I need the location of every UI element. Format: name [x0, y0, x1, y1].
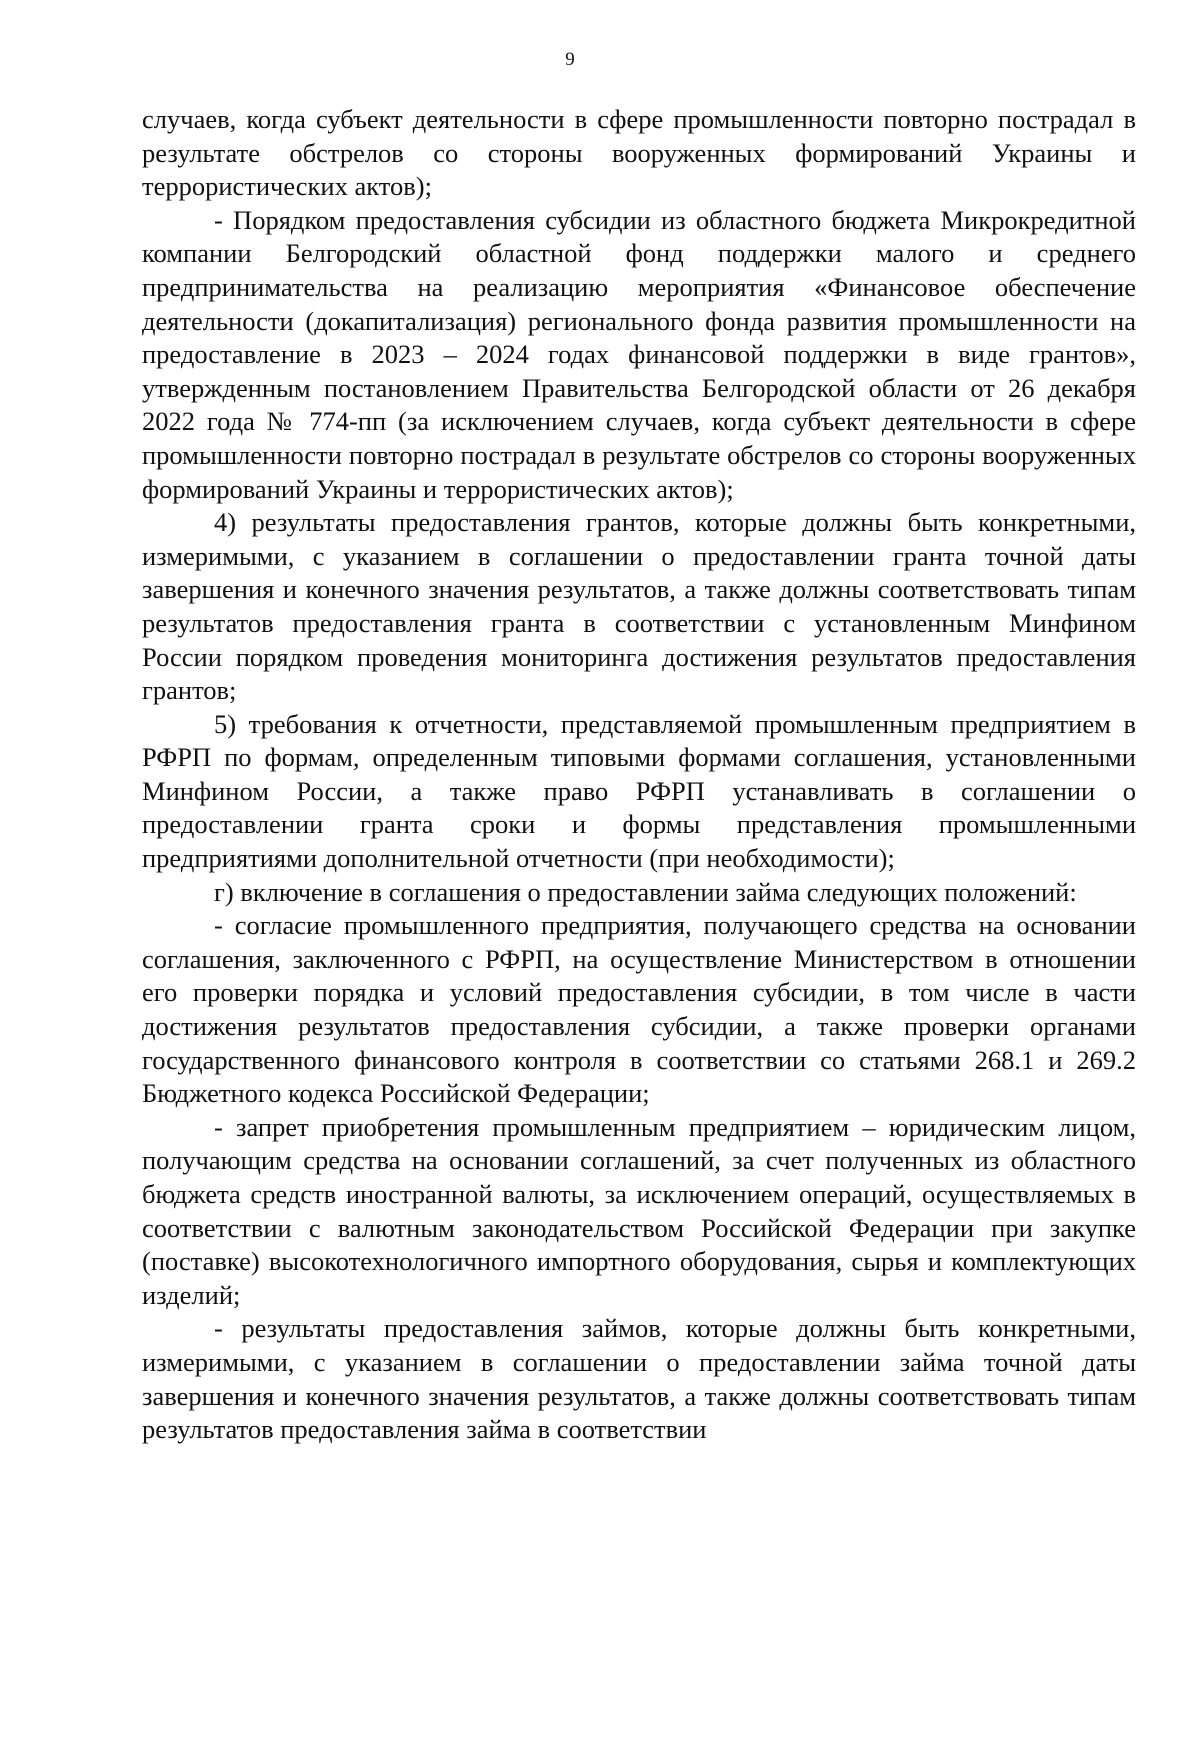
paragraph-item-5-reporting: 5) требования к отчетности, представляемой промышленным предприятием в РФРП по формам, определенным типовыми формами соглашения, установленными Минфином России, а также право РФРП устанавливать в соглашении о предоставлении гранта сроки и формы представления промышленными предприятиями дополнительной отчетности (при необходимости);: [142, 708, 1136, 874]
paragraph-consent: - согласие промышленного предприятия, получающего средства на основании соглашения, заключенного с РФРП, на осуществление Министерством в отношении его проверки порядка и условий предоставления субсидии, в том числе в части достижения результатов предоставления субсидии, а также проверки органами государственного финансового контроля в соответствии со статьями 268.1 и 269.2 Бюджетного кодекса Российской Федерации;: [142, 910, 1136, 1109]
page-number: 9: [565, 49, 575, 70]
paragraph-subsidy-procedure: - Порядком предоставления субсидии из областного бюджета Микрокредитной компании Белгородский областной фонд поддержки малого и среднего предпринимательства на реализацию мероприятия «Финансовое обеспечение деятельности (докапитализация) регионального фонда развития промышленности на предоставление в 2023 – 2024 годах финансовой поддержки в виде грантов», утвержденным постановлением Правительства Белгородской области от 26 декабря 2022 года № 774-пп (за исключением случаев, когда субъект деятельности в сфере промышленности повторно пострадал в результате обстрелов со стороны вооруженных формирований Украины и террористических актов);: [142, 204, 1136, 504]
paragraph-continuation: случаев, когда субъект деятельности в сфере промышленности повторно пострадал в результате обстрелов со стороны вооруженных формирований Украины и террористических актов);: [142, 104, 1136, 202]
paragraph-item-4-grant-results: 4) результаты предоставления грантов, которые должны быть конкретными, измеримыми, с указанием в соглашении о предоставлении гранта точной даты завершения и конечного значения результатов, а также должны соответствовать типам результатов предоставления гранта в соответствии с установленным Минфином России порядком проведения мониторинга достижения результатов предоставления грантов;: [142, 507, 1136, 706]
document-body: [142, 103, 1136, 1447]
paragraph-item-g-loan-provisions: г) включение в соглашения о предоставлении займа следующих положений:: [214, 876, 1077, 907]
paragraph-currency-ban: - запрет приобретения промышленным предприятием – юридическим лицом, получающим средства на основании соглашений, за счет полученных из областного бюджета средств иностранной валюты, за исключением операций, осуществляемых в соответствии с валютным законодательством Российской Федерации при закупке (поставке) высокотехнологичного импортного оборудования, сырья и комплектующих изделий;: [142, 1111, 1136, 1310]
paragraph-loan-results: - результаты предоставления займов, которые должны быть конкретными, измеримыми, с указанием в соглашении о предоставлении займа точной даты завершения и конечного значения результатов, а также должны соответствовать типам результатов предоставления займа в соответствии: [142, 1313, 1136, 1445]
